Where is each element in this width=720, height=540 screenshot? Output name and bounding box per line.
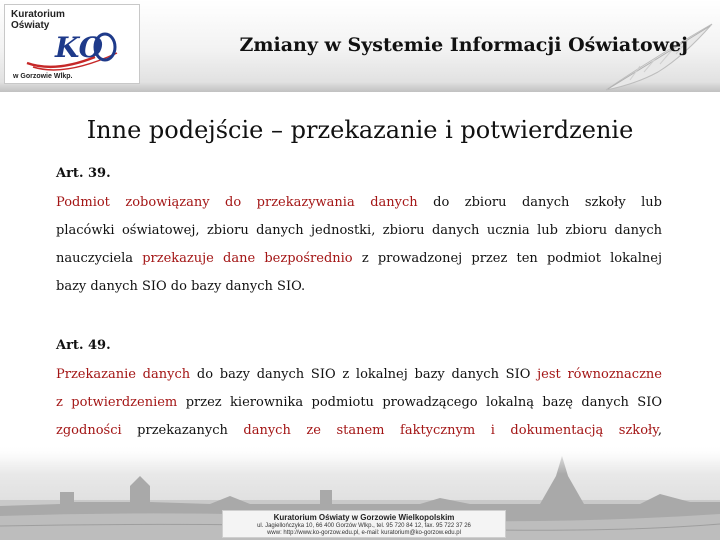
line-text: z prowadzonej przez ten podmiot lokalnej <box>352 251 663 266</box>
article-49-line-2 <box>56 394 662 422</box>
logo-line-1: Kuratorium <box>11 9 65 20</box>
footer-contact-card <box>222 510 506 538</box>
article-49-line-1 <box>56 366 662 394</box>
logo-line-2: Oświaty <box>11 20 50 31</box>
highlight-text: z potwierdzeniem <box>56 395 178 410</box>
logo-mark-letters: KO <box>55 31 103 64</box>
footer-address: ul. Jagiellończyka 10, 66 400 Gorzów Wlkp., tel. 95 720 84 12, fax. 95 722 37 26 <box>257 523 471 529</box>
line-text: przekazanych <box>121 423 244 438</box>
article-49-heading: Art. 49. <box>56 338 111 353</box>
highlight-text: zgodności <box>56 423 122 438</box>
article-39-line-4: bazy danych SIO do bazy danych SIO. <box>56 279 306 294</box>
line-text: nauczyciela <box>56 251 143 266</box>
line-text: do bazy danych SIO z lokalnej bazy danych SIO <box>190 367 538 382</box>
article-39-line-3 <box>56 250 662 278</box>
line-text: przez kierownika podmiotu prowadzącego lokalną bazę danych SIO <box>177 395 662 410</box>
slide-footer <box>0 446 720 540</box>
quill-icon <box>600 20 718 92</box>
footer-institution: Kuratorium Oświaty w Gorzowie Wielkopolskim <box>273 513 455 522</box>
logo-mark-icon <box>25 27 137 73</box>
slide-header <box>0 0 720 92</box>
article-39-line-1 <box>56 194 662 222</box>
article-39-text <box>56 194 662 306</box>
highlight-text: Przekazanie danych <box>56 367 191 382</box>
slide-title: Inne podejście – przekazanie i potwierdzenie <box>86 116 634 144</box>
article-39-heading: Art. 39. <box>56 166 111 181</box>
line-text: , <box>657 423 662 438</box>
footer-web-email: www: http://www.ko-gorzow.edu.pl, e-mail: kuratorium@ko-gorzow.edu.pl <box>267 530 461 536</box>
presentation-title: Zmiany w Systemie Informacji Oświatowej <box>239 34 688 56</box>
highlight-text: jest równoznaczne <box>537 367 662 382</box>
highlight-text: danych ze stanem faktycznym i dokumentacją szkoły <box>243 423 658 438</box>
highlight-text: Podmiot zobowiązany do przekazywania danych <box>56 195 418 210</box>
kuratorium-logo <box>4 4 140 84</box>
article-39-line-2: placówki oświatowej, zbioru danych jednostki, zbioru danych ucznia lub zbioru danych <box>56 223 662 238</box>
line-text: do zbioru danych szkoły lub <box>417 195 662 210</box>
highlight-text: przekazuje dane bezpośrednio <box>142 251 353 266</box>
logo-city: w Gorzowie Wlkp. <box>13 73 73 80</box>
footer-fade <box>0 446 720 474</box>
